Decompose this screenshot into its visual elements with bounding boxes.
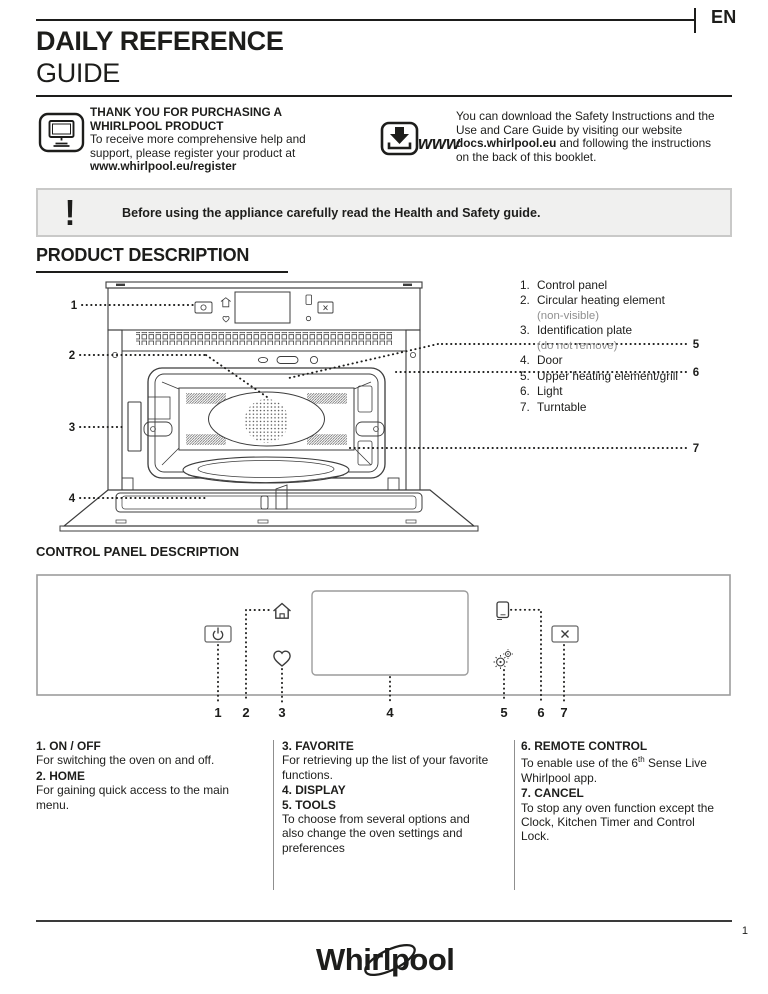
panel-callout-2: 2 [242,705,250,720]
download-arrow-icon [380,121,460,164]
list-item: 5. Upper heating element/grill [520,368,678,383]
panel-callout-4: 4 [386,705,394,720]
entry-title: 1. ON / OFF [36,739,101,753]
panel-callout-numbers [214,705,567,720]
panel-callout-7: 7 [560,705,568,720]
warning-banner [36,188,732,237]
panel-callout-1: 1 [214,705,222,720]
entry-title: 3. FAVORITE [282,739,354,753]
entry-title: 4. DISPLAY [282,783,346,798]
title-rule [36,95,732,97]
callout-5: 5 [692,339,700,351]
list-item: 4. Door [520,353,563,368]
entry-body: For gaining quick access to the main menu. [36,783,229,812]
open-door [64,490,474,526]
mini-control-strip [195,292,333,323]
entry-body: To stop any oven function except the Clock, Kitchen Timer and Control Lock. [521,800,715,844]
section-title-product-description: PRODUCT DESCRIPTION [36,245,250,265]
exclamation-icon: ! [64,191,76,233]
entry-title: 7. CANCEL [521,786,584,801]
warning-text: Before using the appliance carefully read the Health and Safety guide. [122,205,541,220]
register-link[interactable]: www.whirlpool.eu/register [90,159,237,174]
download-text-block: You can download the Safety Instructions and the Use and Care Guide by visiting our website docs.whirlpool.eu and following the instructions on the back of this booklet. [456,109,715,164]
language-code: EN [711,7,737,27]
callout-3: 3 [68,422,76,434]
entry-title: 5. TOOLS [282,797,336,812]
whirlpool-logo [314,929,466,994]
list-item: 3. Identification plate [520,323,633,338]
list-item: 6. Light [520,384,563,399]
header-rule [36,19,694,21]
svg-text:www: www [418,133,460,153]
description-column-2 [282,739,489,856]
list-item: 7. Turntable [520,399,587,414]
entry-title: 2. HOME [36,768,85,783]
svg-text:Whirlpool: Whirlpool [316,942,455,977]
identification-plate [128,402,141,451]
product-parts-list [520,278,734,415]
page-title-line1: DAILY REFERENCE [36,26,284,56]
panel-callout-5: 5 [500,705,508,720]
download-link[interactable]: docs.whirlpool.eu [456,136,557,151]
callout-7: 7 [692,443,700,455]
description-column-1 [36,739,242,813]
column-divider [273,740,274,890]
control-panel-diagram [36,570,732,727]
panel-callout-3: 3 [278,705,286,720]
callout-1: 1 [70,300,78,312]
callout-6: 6 [692,367,700,379]
footer-rule [36,920,732,922]
entry-body: For retrieving up the list of your favorite functions. [282,753,489,782]
list-item-note: (non-visible) [537,309,600,322]
entry-body: To choose from several options and also change the oven settings and preferences [282,812,470,855]
page-title-line2: GUIDE [36,58,121,88]
callout-2: 2 [68,350,76,362]
computer-icon [38,112,86,159]
callout-4: 4 [68,493,76,505]
register-body: To receive more comprehensive help and support, please register your product at www.whirlpool.eu/register [90,132,306,174]
entry-body: To enable use of the 6th Sense Live Whirlpool app. [521,755,707,785]
description-column-3 [521,739,726,845]
panel-callout-6: 6 [537,705,545,720]
list-item-note: (do not remove) [537,339,618,352]
oven-drawing [60,282,478,531]
page-number: 1 [741,925,748,937]
entry-body: For switching the oven on and off. [36,753,215,768]
header-rule-tick [694,8,696,33]
register-heading: THANK YOU FOR PURCHASING A WHIRLPOOL PRODUCT [90,105,282,133]
section-title-rule [36,271,288,273]
list-item: 2. Circular heating element [520,293,665,308]
list-item: 1. Control panel [520,278,608,292]
entry-title: 6. REMOTE CONTROL [521,739,648,753]
column-divider [514,740,515,890]
register-text-block [90,106,344,174]
section-title-control-panel: CONTROL PANEL DESCRIPTION [36,544,239,559]
